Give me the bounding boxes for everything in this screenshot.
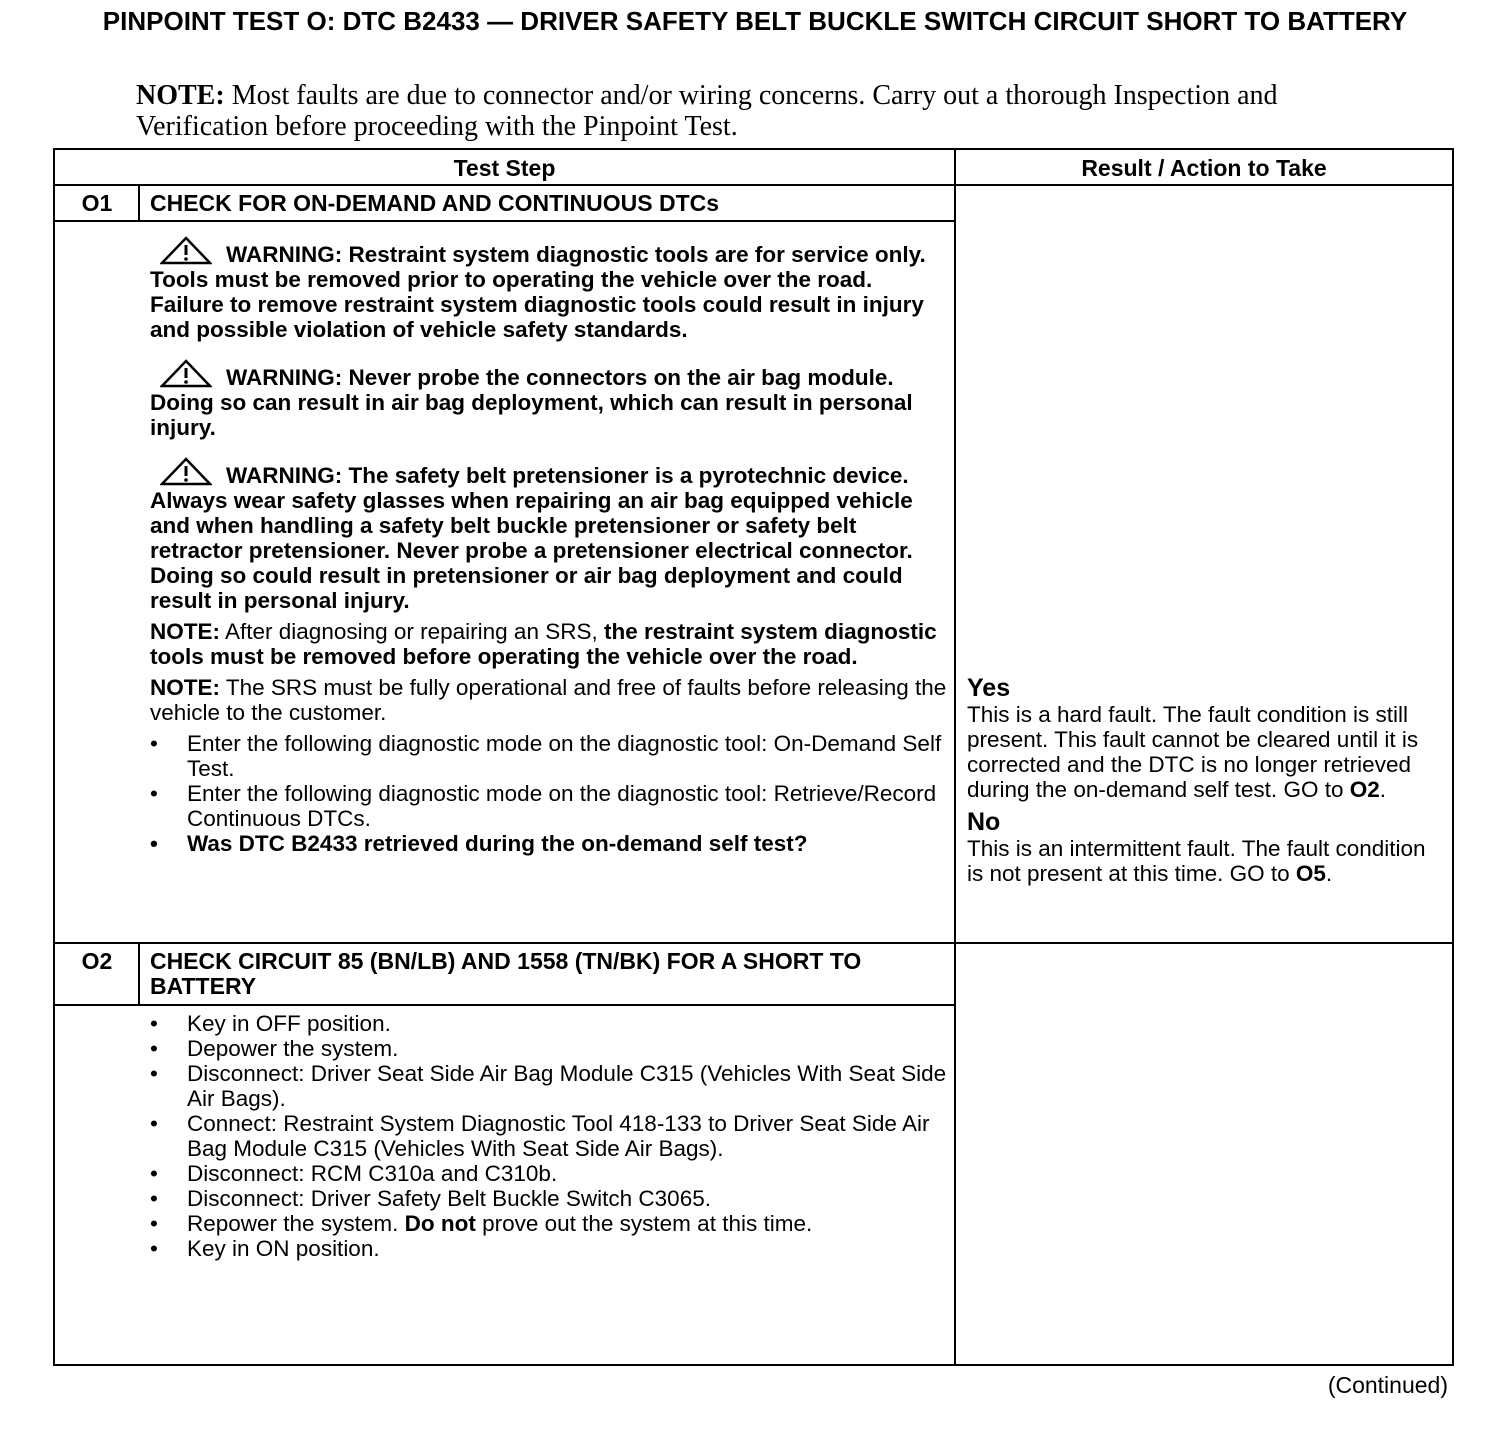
warning-3 (150, 457, 950, 613)
list-item: • Connect: Restraint System Diagnostic Tool 418-133 to Driver Seat Side Air Bag Module C315 (Vehicles With Seat Side Air Bags). (150, 1111, 950, 1161)
warning-triangle-icon (160, 359, 212, 389)
o1-bullet-list (150, 731, 950, 856)
step-content-o2 (150, 1011, 950, 1261)
result-o1 (967, 674, 1447, 892)
list-item: • Disconnect: Driver Seat Side Air Bag Module C315 (Vehicles With Seat Side Air Bags). (150, 1061, 950, 1111)
note-label: NOTE: (150, 619, 220, 644)
list-item (150, 1211, 950, 1236)
warning-text: WARNING: Restraint system diagnostic tools are for service only. Tools must be removed prior to operating the vehicle over the road. Failure to remove restraint system diagnostic tools could result in injury and possible violation of vehicle safety standards. (150, 242, 926, 342)
note-text: The SRS must be fully operational and free of faults before releasing the vehicle to the customer. (150, 675, 947, 725)
list-item: • Disconnect: RCM C310a and C310b. (150, 1161, 950, 1186)
intro-note-text: Most faults are due to connector and/or wiring concerns. Carry out a thorough Inspection and Verification before proceeding with the Pinpoint Test. (136, 80, 1278, 142)
repower-bold: Do not (404, 1211, 476, 1236)
repower-end: prove out the system at this time. (475, 1211, 813, 1236)
result-no-body: This is an intermittent fault. The fault condition is not present at this time. GO to (967, 836, 1426, 886)
list-item: • Key in ON position. (150, 1236, 950, 1261)
result-yes-text (967, 702, 1447, 802)
step-id-o2: O2 (81, 948, 113, 974)
note-label: NOTE: (150, 675, 220, 700)
step-content-o1 (150, 236, 950, 856)
result-period: . (1325, 861, 1333, 886)
column-divider-result (954, 150, 956, 1364)
warning-2 (150, 359, 950, 440)
note-srs-operational (150, 675, 950, 725)
list-item: • Key in OFF position. (150, 1011, 950, 1036)
step-id-o1: O1 (81, 190, 113, 216)
step-heading-o2: CHECK CIRCUIT 85 (BN/LB) AND 1558 (TN/BK) FOR A SHORT TO BATTERY (150, 948, 862, 999)
result-yes-label: Yes (967, 674, 1011, 702)
list-item: • Depower the system. (150, 1036, 950, 1061)
page-title: PINPOINT TEST O: DTC B2433 — DRIVER SAFETY BELT BUCKLE SWITCH CIRCUIT SHORT TO BATTERY (102, 6, 1408, 36)
list-item: • Disconnect: Driver Safety Belt Buckle Switch C3065. (150, 1186, 950, 1211)
note-srs-tools (150, 619, 950, 669)
step-heading-o1: CHECK FOR ON-DEMAND AND CONTINUOUS DTCs (150, 190, 720, 216)
result-no-text (967, 836, 1447, 886)
step-divider (55, 942, 1452, 944)
note-bold-text: the restraint system diagnostic tools must be removed before operating the vehicle over the road. (150, 619, 937, 669)
warning-text: WARNING: Never probe the connectors on the air bag module. Doing so can result in air bag deployment, which can result in personal injury. (150, 365, 913, 440)
repower-start: Repower the system. (187, 1211, 405, 1236)
header-result: Result / Action to Take (1081, 155, 1327, 181)
warning-1 (150, 236, 950, 342)
warning-triangle-icon (160, 457, 212, 487)
result-yes-body: This is a hard fault. The fault condition is still present. This fault cannot be cleared until it is corrected and the DTC is no longer retrieved during the on-demand self test. GO to (967, 702, 1419, 802)
header-test-step: Test Step (453, 155, 556, 181)
o2-bullet-list (150, 1011, 950, 1261)
intro-note-label: NOTE: (136, 80, 225, 111)
intro-note (136, 80, 1286, 142)
note-text: After diagnosing or repairing an SRS, (220, 619, 604, 644)
list-item: • Enter the following diagnostic mode on the diagnostic tool: Retrieve/Record Continuous DTCs. (150, 781, 950, 831)
list-item-question: • Was DTC B2433 retrieved during the on-demand self test? (150, 831, 950, 856)
header-rule (55, 184, 1452, 186)
warning-text: WARNING: The safety belt pretensioner is a pyrotechnic device. Always wear safety glasses when repairing an air bag equipped vehicle and when handling a safety belt buckle pretensioner or safety belt retractor pretensioner. Never probe a pretensioner electrical connector. Doing so could result in pretensioner or air bag deployment and could result in personal injury. (150, 463, 913, 613)
result-period: . (1379, 777, 1386, 802)
o1-heading-rule (55, 220, 954, 222)
goto-link-o2[interactable]: O2 (1349, 777, 1380, 802)
o2-heading-rule (55, 1004, 954, 1006)
continued-label: (Continued) (1327, 1372, 1448, 1398)
goto-link-o5[interactable]: O5 (1295, 861, 1326, 886)
list-item: • Enter the following diagnostic mode on the diagnostic tool: On-Demand Self Test. (150, 731, 950, 781)
warning-triangle-icon (160, 236, 212, 266)
pinpoint-test-table (53, 148, 1454, 1366)
result-no-label: No (967, 808, 1001, 836)
